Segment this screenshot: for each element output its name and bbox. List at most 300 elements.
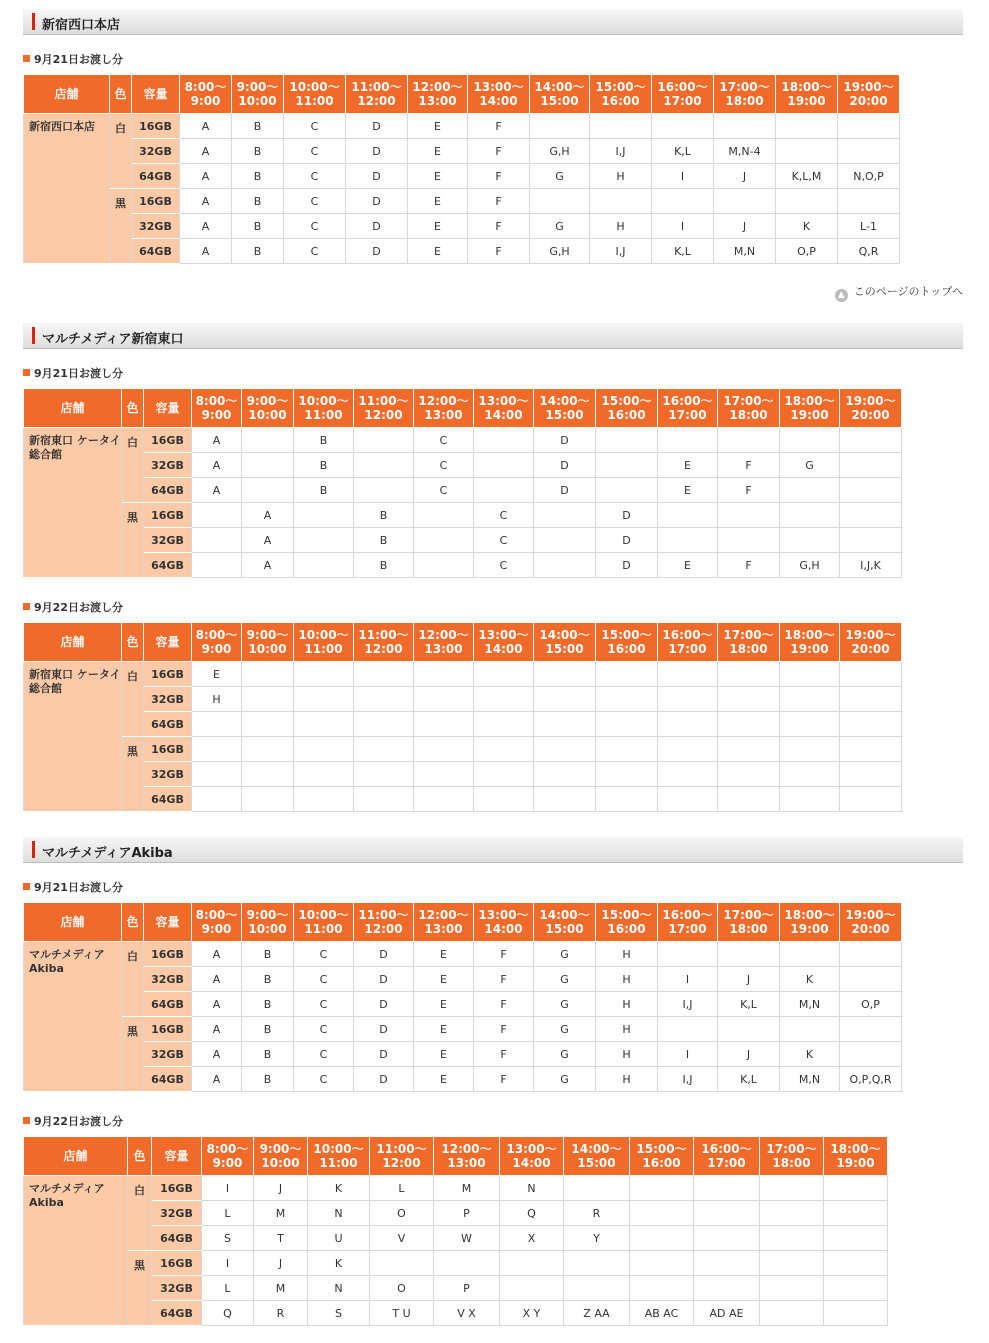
slot-end: 10:00 <box>261 1156 300 1170</box>
slot-cell <box>242 737 294 762</box>
slot-cell: C <box>294 992 354 1017</box>
slot-cell <box>294 662 354 687</box>
time-slot-header <box>192 389 242 428</box>
slot-end: 9:00 <box>190 94 221 108</box>
slot-cell: C <box>284 214 346 239</box>
slot-cell <box>534 553 596 578</box>
time-slot-header <box>294 903 354 942</box>
slot-end: 14:00 <box>484 642 523 656</box>
slot-cell: F <box>474 967 534 992</box>
slot-start: 11:00〜 <box>358 394 409 408</box>
slot-start: 18:00〜 <box>784 394 835 408</box>
capacity-label: 32GB <box>152 1201 202 1226</box>
schedule-table <box>23 74 951 264</box>
slot-start: 8:00〜 <box>195 908 238 922</box>
slot-cell <box>718 712 780 737</box>
table-row <box>24 1201 888 1226</box>
slot-cell <box>658 1017 718 1042</box>
capacity-label: 16GB <box>132 114 180 139</box>
slot-cell <box>414 787 474 812</box>
slot-cell: R <box>254 1301 308 1326</box>
slot-cell: M <box>254 1276 308 1301</box>
time-slot-header <box>652 75 714 114</box>
date-text: 9月22日お渡し分 <box>34 601 123 614</box>
slot-cell: E <box>658 553 718 578</box>
slot-cell <box>840 942 902 967</box>
slot-start: 14:00〜 <box>534 80 585 94</box>
slot-cell <box>694 1251 760 1276</box>
time-slot-header <box>840 903 902 942</box>
table-row <box>24 1017 902 1042</box>
slot-cell: E <box>414 1067 474 1092</box>
slot-end: 20:00 <box>888 1156 927 1170</box>
slot-cell: K <box>780 967 840 992</box>
color-label: 白 <box>122 942 144 1017</box>
slot-cell <box>780 528 840 553</box>
slot-cell <box>780 787 840 812</box>
bullet-square-icon <box>23 883 30 890</box>
table-row <box>24 712 902 737</box>
slot-cell <box>414 553 474 578</box>
slot-cell <box>630 1251 694 1276</box>
slot-cell: B <box>232 214 284 239</box>
slot-cell: C <box>414 428 474 453</box>
slot-end: 19:00 <box>836 1156 875 1170</box>
slot-cell: F <box>468 214 530 239</box>
slot-cell <box>840 478 902 503</box>
slot-cell: Q <box>202 1301 254 1326</box>
time-slot-header <box>718 389 780 428</box>
slot-cell: F <box>718 453 780 478</box>
slot-cell: E <box>658 453 718 478</box>
slot-cell: C <box>284 189 346 214</box>
time-slot-header <box>254 1137 308 1176</box>
store-name: 新宿東口 ケータイ総合館 <box>24 662 122 812</box>
slot-cell <box>824 1176 888 1201</box>
slot-start: 11:00〜 <box>358 628 409 642</box>
slot-start: 9:00〜 <box>246 908 289 922</box>
slot-cell <box>824 1276 888 1301</box>
slot-cell: D <box>354 1042 414 1067</box>
slot-end: 18:00 <box>725 94 764 108</box>
slot-cell <box>658 712 718 737</box>
slot-cell: M,N <box>780 1067 840 1092</box>
slot-cell <box>414 762 474 787</box>
slot-cell <box>824 1226 888 1251</box>
slot-cell: P <box>434 1276 500 1301</box>
table-row <box>24 662 902 687</box>
slot-cell <box>840 453 902 478</box>
slot-end: 15:00 <box>545 408 584 422</box>
slot-start: 13:00〜 <box>473 80 524 94</box>
section-title: マルチメディアAkiba <box>42 846 173 861</box>
slot-cell: E <box>408 164 468 189</box>
slot-cell: O <box>370 1201 434 1226</box>
slot-cell <box>776 189 838 214</box>
slot-cell: B <box>242 942 294 967</box>
slot-cell <box>354 787 414 812</box>
slot-cell: I <box>658 1042 718 1067</box>
slot-cell <box>354 687 414 712</box>
slot-cell: I,J <box>590 239 652 264</box>
slot-cell <box>590 189 652 214</box>
slot-cell: G <box>530 214 590 239</box>
slot-cell: C <box>414 478 474 503</box>
slot-cell <box>192 712 242 737</box>
column-header: 店舗 <box>24 75 110 114</box>
slot-cell: C <box>294 1042 354 1067</box>
slot-cell: D <box>596 503 658 528</box>
capacity-label: 32GB <box>152 1276 202 1301</box>
slot-cell: A <box>180 189 232 214</box>
slot-cell: S <box>202 1226 254 1251</box>
slot-cell <box>760 1176 824 1201</box>
bullet-square-icon <box>23 1117 30 1124</box>
time-slot-header <box>408 75 468 114</box>
slot-cell: J <box>718 1042 780 1067</box>
time-slot-header <box>468 75 530 114</box>
slot-cell: D <box>354 1017 414 1042</box>
slot-cell: L <box>202 1201 254 1226</box>
column-header: 店舗 <box>24 623 122 662</box>
column-header: 色 <box>122 389 144 428</box>
slot-cell: B <box>354 553 414 578</box>
slot-end: 21:00 <box>900 94 939 108</box>
slot-start: 12:00〜 <box>418 908 469 922</box>
time-slot-header <box>192 903 242 942</box>
slot-start: 17:00〜 <box>719 80 770 94</box>
table-row <box>24 114 900 139</box>
slot-cell <box>694 1226 760 1251</box>
time-slot-header <box>346 75 408 114</box>
slot-cell <box>192 737 242 762</box>
slot-start: 15:00〜 <box>601 394 652 408</box>
slot-cell <box>658 503 718 528</box>
slot-cell: E <box>414 1042 474 1067</box>
slot-start: 19:00〜 <box>843 80 894 94</box>
date-label <box>23 1113 123 1127</box>
slot-cell <box>760 1276 824 1301</box>
slot-cell: K <box>780 1042 840 1067</box>
slot-cell <box>658 737 718 762</box>
slot-cell: K,L <box>718 992 780 1017</box>
slot-cell: O,P,Q,R <box>840 1067 902 1092</box>
slot-cell <box>658 942 718 967</box>
page-top-link[interactable] <box>835 283 963 302</box>
slot-cell: B <box>232 139 284 164</box>
slot-cell <box>474 787 534 812</box>
slot-cell: D <box>346 239 408 264</box>
slot-cell <box>840 967 902 992</box>
time-slot-header <box>530 75 590 114</box>
slot-cell <box>242 687 294 712</box>
slot-cell: I <box>202 1176 254 1201</box>
store-name: 新宿東口 ケータイ総合館 <box>24 428 122 578</box>
slot-cell: I,J <box>658 992 718 1017</box>
slot-start: 16:00〜 <box>662 628 713 642</box>
color-label: 黒 <box>128 1251 152 1326</box>
slot-cell: B <box>232 239 284 264</box>
slot-cell: F <box>474 992 534 1017</box>
slot-cell <box>370 1251 434 1276</box>
slot-cell <box>192 787 242 812</box>
slot-cell: B <box>354 528 414 553</box>
slot-end: 11:00 <box>319 1156 358 1170</box>
slot-cell <box>840 787 902 812</box>
slot-cell: X Y <box>500 1301 564 1326</box>
slot-start: 8:00〜 <box>206 1142 249 1156</box>
time-slot-header <box>658 389 718 428</box>
slot-cell: I <box>658 967 718 992</box>
slot-cell: J <box>714 164 776 189</box>
slot-cell <box>840 1017 902 1042</box>
slot-cell: M,N <box>714 239 776 264</box>
slot-cell: H <box>192 687 242 712</box>
slot-cell <box>780 1017 840 1042</box>
slot-cell: C <box>284 239 346 264</box>
schedule-table <box>23 622 953 812</box>
slot-cell: L-1 <box>838 214 900 239</box>
slot-cell: H <box>596 942 658 967</box>
slot-start: 12:00〜 <box>412 80 463 94</box>
slot-start: 12:00〜 <box>441 1142 492 1156</box>
slot-cell: I,J <box>590 139 652 164</box>
slot-cell <box>354 737 414 762</box>
column-header: 色 <box>128 1137 152 1176</box>
slot-end: 11:00 <box>295 94 334 108</box>
slot-cell: J <box>714 214 776 239</box>
slot-end: 21:00 <box>902 922 941 936</box>
slot-cell <box>192 553 242 578</box>
slot-cell <box>658 687 718 712</box>
slot-end: 17:00 <box>663 94 702 108</box>
slot-cell <box>840 428 902 453</box>
slot-cell <box>630 1276 694 1301</box>
slot-cell: E <box>408 214 468 239</box>
section-marker <box>32 841 35 858</box>
date-label <box>23 51 123 65</box>
slot-cell: A <box>180 214 232 239</box>
table-row <box>24 478 902 503</box>
slot-cell: N <box>308 1201 370 1226</box>
slot-cell: T <box>254 1226 308 1251</box>
slot-cell <box>596 787 658 812</box>
slot-end: 20:00 <box>849 94 888 108</box>
slot-cell: R <box>564 1201 630 1226</box>
date-label <box>23 879 123 893</box>
slot-cell: G,H <box>530 139 590 164</box>
slot-end: 12:00 <box>357 94 396 108</box>
slot-cell <box>596 687 658 712</box>
slot-cell <box>242 428 294 453</box>
color-label: 白 <box>128 1176 152 1251</box>
slot-cell: A <box>192 1017 242 1042</box>
slot-cell: A <box>192 478 242 503</box>
capacity-label: 32GB <box>144 762 192 787</box>
slot-start: 18:00〜 <box>784 628 835 642</box>
capacity-label: 32GB <box>132 139 180 164</box>
slot-cell <box>718 737 780 762</box>
slot-cell <box>718 528 780 553</box>
slot-cell: Q <box>500 1201 564 1226</box>
time-slot-header <box>354 903 414 942</box>
slot-end: 9:00 <box>212 1156 243 1170</box>
slot-cell <box>534 712 596 737</box>
time-slot-header <box>354 623 414 662</box>
slot-cell <box>840 1042 902 1067</box>
slot-cell: J <box>718 967 780 992</box>
slot-cell: A <box>192 453 242 478</box>
slot-cell: M <box>434 1176 500 1201</box>
slot-cell: G <box>534 1042 596 1067</box>
slot-end: 18:00 <box>772 1156 811 1170</box>
capacity-label: 64GB <box>144 553 192 578</box>
slot-cell: E <box>414 967 474 992</box>
slot-cell: U <box>308 1226 370 1251</box>
slot-cell <box>242 662 294 687</box>
slot-end: 12:00 <box>364 642 403 656</box>
slot-cell: C <box>474 503 534 528</box>
time-slot-header <box>242 623 294 662</box>
capacity-label: 64GB <box>152 1301 202 1326</box>
capacity-label: 64GB <box>144 478 192 503</box>
slot-end: 15:00 <box>540 94 579 108</box>
slot-cell: W <box>434 1226 500 1251</box>
slot-cell: G <box>534 992 596 1017</box>
capacity-label: 32GB <box>144 528 192 553</box>
capacity-label: 16GB <box>132 189 180 214</box>
capacity-label: 32GB <box>144 687 192 712</box>
slot-start: 15:00〜 <box>601 908 652 922</box>
color-label: 白 <box>122 428 144 503</box>
table-row <box>24 1251 888 1276</box>
slot-cell: C <box>474 553 534 578</box>
slot-end: 15:00 <box>577 1156 616 1170</box>
time-slot-header <box>630 1137 694 1176</box>
slot-cell: B <box>242 967 294 992</box>
slot-cell: A <box>192 992 242 1017</box>
arrow-up-circle-icon: ▲ <box>835 289 848 302</box>
schedule-table <box>23 1136 939 1326</box>
time-slot-header <box>780 903 840 942</box>
slot-cell: N,O,P <box>838 164 900 189</box>
slot-cell <box>564 1251 630 1276</box>
slot-cell <box>564 1176 630 1201</box>
slot-cell <box>780 762 840 787</box>
slot-end: 16:00 <box>642 1156 681 1170</box>
table-row <box>24 164 900 189</box>
time-slot-header <box>294 623 354 662</box>
capacity-label: 64GB <box>144 1067 192 1092</box>
table-row <box>24 503 902 528</box>
slot-cell <box>500 1276 564 1301</box>
slot-cell: D <box>354 992 414 1017</box>
slot-cell <box>714 114 776 139</box>
time-slot-header <box>474 903 534 942</box>
slot-cell: T U <box>370 1301 434 1326</box>
slot-start: 20:00〜 <box>902 394 953 408</box>
slot-cell: J <box>254 1176 308 1201</box>
slot-end: 20:00 <box>851 408 890 422</box>
column-header: 色 <box>122 623 144 662</box>
slot-start: 18:00〜 <box>830 1142 881 1156</box>
table-row <box>24 1276 888 1301</box>
table-row <box>24 942 902 967</box>
slot-start: 10:00〜 <box>298 908 349 922</box>
slot-start: 9:00〜 <box>246 628 289 642</box>
slot-start: 13:00〜 <box>478 628 529 642</box>
slot-end: 14:00 <box>484 408 523 422</box>
time-slot-header <box>192 623 242 662</box>
column-header: 容量 <box>144 623 192 662</box>
slot-cell <box>658 528 718 553</box>
slot-cell <box>294 503 354 528</box>
slot-cell <box>658 662 718 687</box>
slot-cell <box>354 428 414 453</box>
slot-cell <box>658 787 718 812</box>
bullet-square-icon <box>23 55 30 62</box>
slot-cell: B <box>294 453 354 478</box>
time-slot-header <box>284 75 346 114</box>
table-header-row <box>24 903 902 942</box>
slot-cell: D <box>596 553 658 578</box>
slot-end: 12:00 <box>364 922 403 936</box>
column-header: 色 <box>122 903 144 942</box>
slot-end: 19:00 <box>790 922 829 936</box>
slot-cell: A <box>242 503 294 528</box>
slot-cell <box>596 453 658 478</box>
table-row <box>24 214 900 239</box>
slot-end: 18:00 <box>729 922 768 936</box>
capacity-label: 16GB <box>144 503 192 528</box>
slot-start: 17:00〜 <box>723 394 774 408</box>
table-row <box>24 1176 888 1201</box>
slot-cell: O,P <box>840 992 902 1017</box>
capacity-label: 16GB <box>144 942 192 967</box>
slot-cell: B <box>232 164 284 189</box>
slot-cell <box>776 139 838 164</box>
slot-start: 19:00〜 <box>845 394 896 408</box>
slot-cell: K,L <box>718 1067 780 1092</box>
slot-cell: E <box>408 114 468 139</box>
slot-cell: A <box>192 1067 242 1092</box>
color-label: 黒 <box>122 737 144 812</box>
slot-cell <box>838 189 900 214</box>
slot-cell: D <box>346 189 408 214</box>
column-header: 店舗 <box>24 903 122 942</box>
slot-cell: F <box>474 1017 534 1042</box>
column-header: 容量 <box>152 1137 202 1176</box>
slot-cell: L <box>370 1176 434 1201</box>
slot-cell: C <box>294 1067 354 1092</box>
slot-cell: C <box>284 114 346 139</box>
slot-cell: B <box>242 1042 294 1067</box>
slot-cell: V <box>370 1226 434 1251</box>
slot-cell <box>760 1226 824 1251</box>
slot-cell <box>474 762 534 787</box>
date-text: 9月21日お渡し分 <box>34 53 123 66</box>
slot-cell <box>474 478 534 503</box>
slot-cell: O <box>370 1276 434 1301</box>
slot-cell <box>354 478 414 503</box>
slot-start: 15:00〜 <box>601 628 652 642</box>
slot-cell <box>474 428 534 453</box>
slot-cell <box>242 478 294 503</box>
slot-end: 13:00 <box>424 922 463 936</box>
time-slot-header <box>596 389 658 428</box>
slot-cell <box>840 528 902 553</box>
slot-cell <box>718 503 780 528</box>
